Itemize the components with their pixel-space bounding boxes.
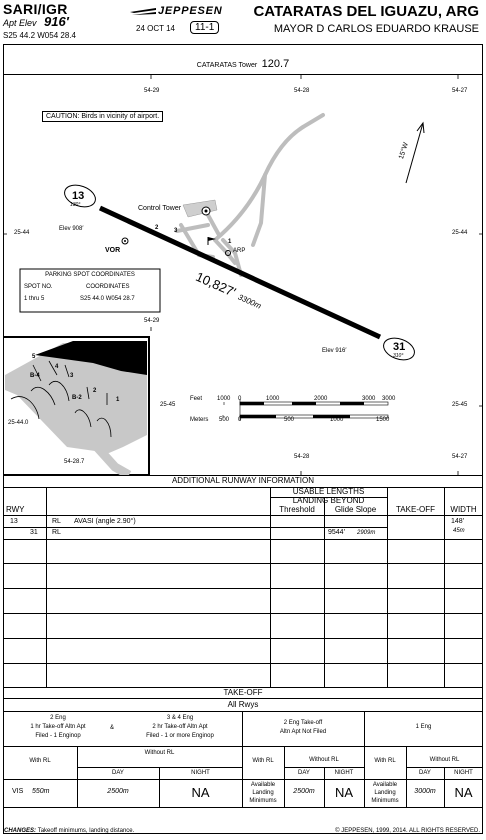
empty-row-line-5 [3, 663, 483, 664]
apron [183, 200, 217, 217]
without-rl-3: Without RL [429, 757, 460, 763]
scale-feet-label: Feet [190, 396, 203, 402]
without-rl-2: Without RL [309, 757, 339, 763]
takeoff-end-line [3, 807, 483, 808]
usable-line [270, 497, 387, 498]
vis-day-1: 2500m [107, 788, 129, 795]
row2-glide: 9544′ [328, 529, 345, 536]
runway-31-heading: 310° [393, 353, 404, 359]
row1-width: 148′ [451, 518, 464, 525]
col-line-2 [270, 487, 271, 687]
group-34eng: 3 & 4 Eng 2 hr Take-off Altn Apt Filed - 1 or more Enginop [146, 715, 214, 739]
parking-title: PARKING SPOT COORDINATES [45, 272, 135, 278]
grid-top-1: 54-29 [144, 88, 160, 94]
avail-landing-1: Available Landing Minimums [249, 782, 277, 804]
grid-left-1: 25-44 [14, 230, 30, 236]
col-406 [406, 746, 407, 807]
vis-day-3: 3000m [414, 788, 436, 795]
changes-note: CHANGES: Takeoff minimums, landing distance. [4, 828, 135, 834]
inset-longitude: 54-28.7 [64, 459, 85, 465]
night-3: NIGHT [454, 770, 473, 776]
jeppesen-logo-icon [130, 6, 156, 18]
group-header-line [3, 746, 483, 747]
avail-landing-2: Available Landing Minimums [371, 782, 399, 804]
row2-line [3, 539, 483, 540]
scale-bar [223, 399, 388, 421]
taxiway-2-label: 2 [155, 225, 159, 231]
grid-right-1: 25-44 [452, 230, 468, 236]
night-1: NIGHT [191, 770, 210, 776]
group-2eng-nofile: 2 Eng Take-off Altn Apt Not Filed [279, 720, 327, 735]
empty-row-line-1 [3, 563, 483, 564]
row1-line [3, 527, 387, 528]
chart-date: 24 OCT 14 [136, 24, 175, 33]
col-rwy: RWY [6, 505, 25, 514]
day-3: DAY [419, 770, 431, 776]
scale-meters-0: 0 [238, 417, 242, 423]
empty-row-line-2 [3, 588, 483, 589]
chart-index: 11-1 [190, 21, 219, 34]
inset-spot-4: 4 [55, 364, 59, 370]
vis-night-3: NA [454, 785, 473, 800]
grid-right-2: 25-45 [452, 402, 468, 408]
usable-lengths: USABLE LENGTHS [292, 487, 365, 496]
empty-row-line-4 [3, 638, 483, 639]
takeoff-title: TAKE-OFF [223, 688, 263, 697]
grid-top-2: 54-28 [294, 88, 310, 94]
landing-beyond: LANDING BEYOND [292, 496, 365, 505]
vis-with-rl: 550m [32, 788, 50, 795]
header-row-line [3, 515, 483, 516]
city-name: CATARATAS DEL IGUAZU, ARG [253, 3, 479, 20]
control-tower-label: Control Tower [138, 205, 182, 212]
publisher-name: JEPPESEN [158, 5, 223, 17]
inset-b2-label: B-2 [72, 395, 82, 401]
parking-col-coords: COORDINATES [86, 284, 130, 290]
row1-rl: RL [52, 518, 61, 525]
with-rl-3: With RL [374, 758, 396, 764]
scale-feet-end: 3000 [382, 396, 396, 402]
parking-spot-coords: S25 44.0 W054 28.7 [80, 296, 135, 302]
airport-identifier: SARI/IGR [3, 1, 68, 17]
parking-spot-range: 1 thru 5 [24, 296, 45, 302]
grid-left-2: 25-45 [160, 402, 176, 408]
caution-note: CAUTION: Birds in vicinity of airport. [42, 111, 163, 122]
takeoff-subtitle-line [3, 711, 483, 712]
row1-rwy: 13 [10, 518, 18, 525]
grid-bottom-1: 54-28 [294, 454, 310, 460]
col-glide-slope: Glide Slope [334, 505, 377, 514]
scale-feet-3000: 3000 [362, 396, 376, 402]
parking-col-spot: SPOT NO. [24, 284, 53, 290]
row2-rl: RL [52, 529, 61, 536]
tower-frequency: CATARATAS Tower 120.7 [196, 58, 290, 70]
vis-day-2: 2500m [293, 788, 315, 795]
runway-13-label: 13 [72, 190, 85, 202]
col-line-5 [444, 487, 445, 687]
airport-coordinates: S25 44.2 W054 28.4 [3, 31, 76, 40]
scale-meters-end: 1500 [376, 417, 390, 423]
vis-label: VIS [12, 788, 24, 795]
elevation-13: Elev 908′ [59, 226, 84, 232]
addl-title-line [3, 487, 483, 488]
col-284 [284, 746, 285, 807]
inset-spot-5: 5 [32, 354, 36, 360]
grid-bottom-2: 54-27 [452, 454, 468, 460]
magnetic-variation-arrow [406, 123, 424, 183]
col-width: WIDTH [450, 505, 477, 514]
row1-info: AVASI (angle 2.90°) [74, 518, 136, 525]
col-takeoff: TAKE-OFF [396, 505, 435, 514]
apt-elev-label: Apt Elev [3, 18, 37, 28]
inset-spot-3: 3 [70, 373, 74, 379]
col-line-4 [387, 487, 388, 687]
elevation-31: Elev 916′ [322, 348, 347, 354]
scale-meters-neg: 500 [219, 417, 230, 423]
group-amp: & [110, 725, 115, 731]
subheader-line [3, 779, 483, 780]
col-line-1 [46, 487, 47, 687]
taxiway-1-label: 1 [228, 239, 232, 245]
empty-row-line-3 [3, 613, 483, 614]
scale-feet-neg: 1000 [217, 396, 231, 402]
scale-meters-1000: 1000 [330, 417, 344, 423]
runway-13-heading: 130° [70, 202, 81, 208]
scale-meters-500: 500 [284, 417, 295, 423]
inset-spot-2: 2 [93, 388, 97, 394]
day-1: DAY [112, 770, 124, 776]
apt-elev-value: 916′ [44, 14, 69, 29]
vis-night-2: NA [334, 785, 354, 800]
inset-latitude: 25-44.0 [8, 420, 29, 426]
scale-feet-2000: 2000 [314, 396, 328, 402]
magnetic-variation: 15°W [398, 141, 410, 161]
inset-b4-label: B-4 [30, 373, 40, 379]
day-2: DAY [298, 770, 310, 776]
inset-spot-1: 1 [116, 397, 120, 403]
night-2: NIGHT [334, 770, 354, 776]
row1-width-m: 45m [453, 528, 465, 534]
takeoff-title-line [3, 698, 483, 699]
without-rl-1: Without RL [144, 750, 175, 756]
scale-meters-label: Meters [190, 417, 209, 423]
copyright: © JEPPESEN, 1999, 2014. ALL RIGHTS RESERVED. [335, 828, 480, 834]
row2-rwy: 31 [30, 529, 38, 536]
takeoff-subtitle: All Rwys [227, 700, 259, 709]
vis-night-1: NA [191, 785, 210, 800]
addl-title: ADDITIONAL RUNWAY INFORMATION [171, 476, 315, 485]
with-rl-2: With RL [252, 758, 274, 764]
group-2eng: 2 Eng 1 hr Take-off Altn Apt Filed - 1 Enginop [30, 715, 86, 739]
scale-feet-0: 0 [238, 396, 242, 402]
airport-name: MAYOR D CARLOS EDUARDO KRAUSE [273, 23, 479, 35]
row2-glide-m: 2909m [357, 530, 376, 536]
runway-31-label: 31 [393, 341, 406, 353]
grid-top-3: 54-27 [452, 88, 468, 94]
scale-feet-1000: 1000 [266, 396, 280, 402]
group-1eng: 1 Eng [415, 724, 432, 730]
grid-mid: 54-29 [144, 318, 160, 324]
taxiway-3-label: 3 [174, 228, 178, 234]
runway-length: 10,827′ 3300m [193, 268, 263, 311]
with-rl-1: With RL [29, 758, 51, 764]
col-threshold: Threshold [279, 505, 315, 514]
arp-label: ARP [233, 248, 246, 254]
vor-label: VOR [105, 247, 121, 254]
